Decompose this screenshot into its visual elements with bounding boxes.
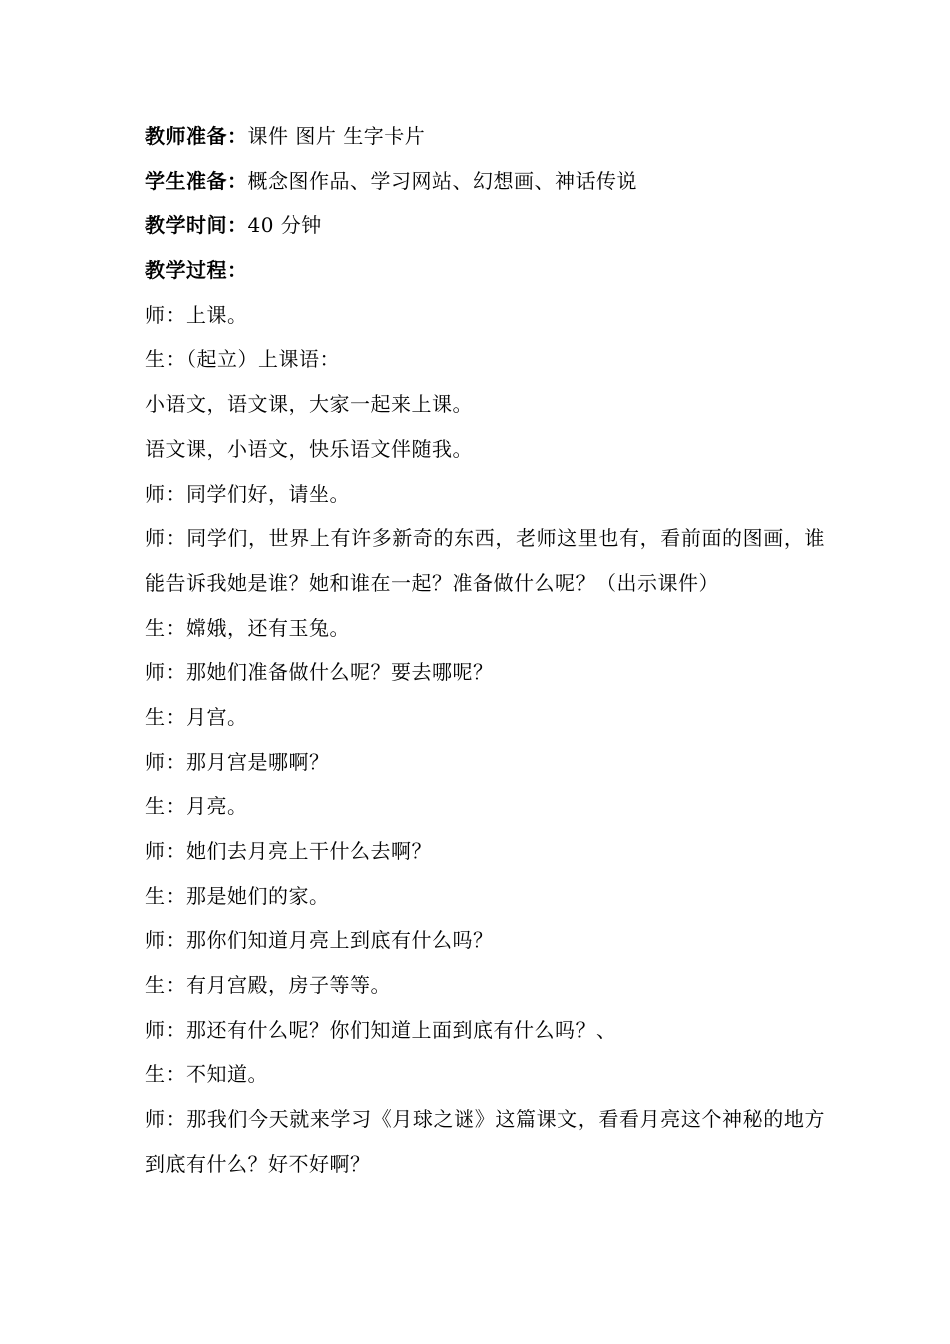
dialogue-line: 生：（起立）上课语： xyxy=(145,347,340,372)
dialogue-line: 生：月亮。 xyxy=(145,794,248,819)
dialogue-line: 师：那她们准备做什么呢？要去哪呢？ xyxy=(145,660,494,685)
dialogue-line: 生：嫦娥，还有玉兔。 xyxy=(145,615,350,640)
student-prep-value: 概念图作品、学习网站、幻想画、神话传说 xyxy=(247,168,637,193)
student-prep-line xyxy=(145,159,825,204)
dialogue-line: 小语文，语文课，大家一起来上课。 xyxy=(145,392,473,417)
teacher-prep-value: 课件 图片 生字卡片 xyxy=(247,124,426,148)
dialogue-line: 师：那月宫是哪啊？ xyxy=(145,749,330,774)
document-page xyxy=(145,114,825,1187)
teaching-process-line xyxy=(145,248,825,293)
dialogue-line: 生：不知道。 xyxy=(145,1062,268,1087)
teacher-prep-line xyxy=(145,114,825,159)
dialogue-line: 师：那我们今天就来学习《月球之谜》这篇课文，看看月亮这个神秘的地方到底有什么？好不好啊？ xyxy=(145,1107,825,1176)
dialogue-line: 师：同学们，世界上有许多新奇的东西，老师这里也有，看前面的图画，谁能告诉我她是谁？她和谁在一起？准备做什么呢？（出示课件） xyxy=(145,526,825,595)
dialogue-line: 师：那你们知道月亮上到底有什么吗？ xyxy=(145,928,494,953)
dialogue-line: 生：有月宫殿，房子等等。 xyxy=(145,973,391,998)
dialogue-line: 师：那还有什么呢？你们知道上面到底有什么吗？、 xyxy=(145,1017,617,1042)
teaching-process-label: 教学过程： xyxy=(145,258,248,283)
teaching-time-line xyxy=(145,203,825,248)
student-prep-label: 学生准备： xyxy=(145,168,248,193)
dialogue-line: 师：她们去月亮上干什么去啊？ xyxy=(145,839,432,864)
dialogue-line: 师：上课。 xyxy=(145,302,248,327)
teacher-prep-label: 教师准备： xyxy=(145,124,248,148)
dialogue-line: 语文课，小语文，快乐语文伴随我。 xyxy=(145,436,473,461)
teaching-time-value: 40 分钟 xyxy=(247,213,322,238)
dialogue-line: 生：那是她们的家。 xyxy=(145,883,330,908)
teaching-time-label: 教学时间： xyxy=(145,213,248,238)
dialogue-line: 生：月宫。 xyxy=(145,704,248,729)
dialogue-line: 师：同学们好，请坐。 xyxy=(145,481,350,506)
